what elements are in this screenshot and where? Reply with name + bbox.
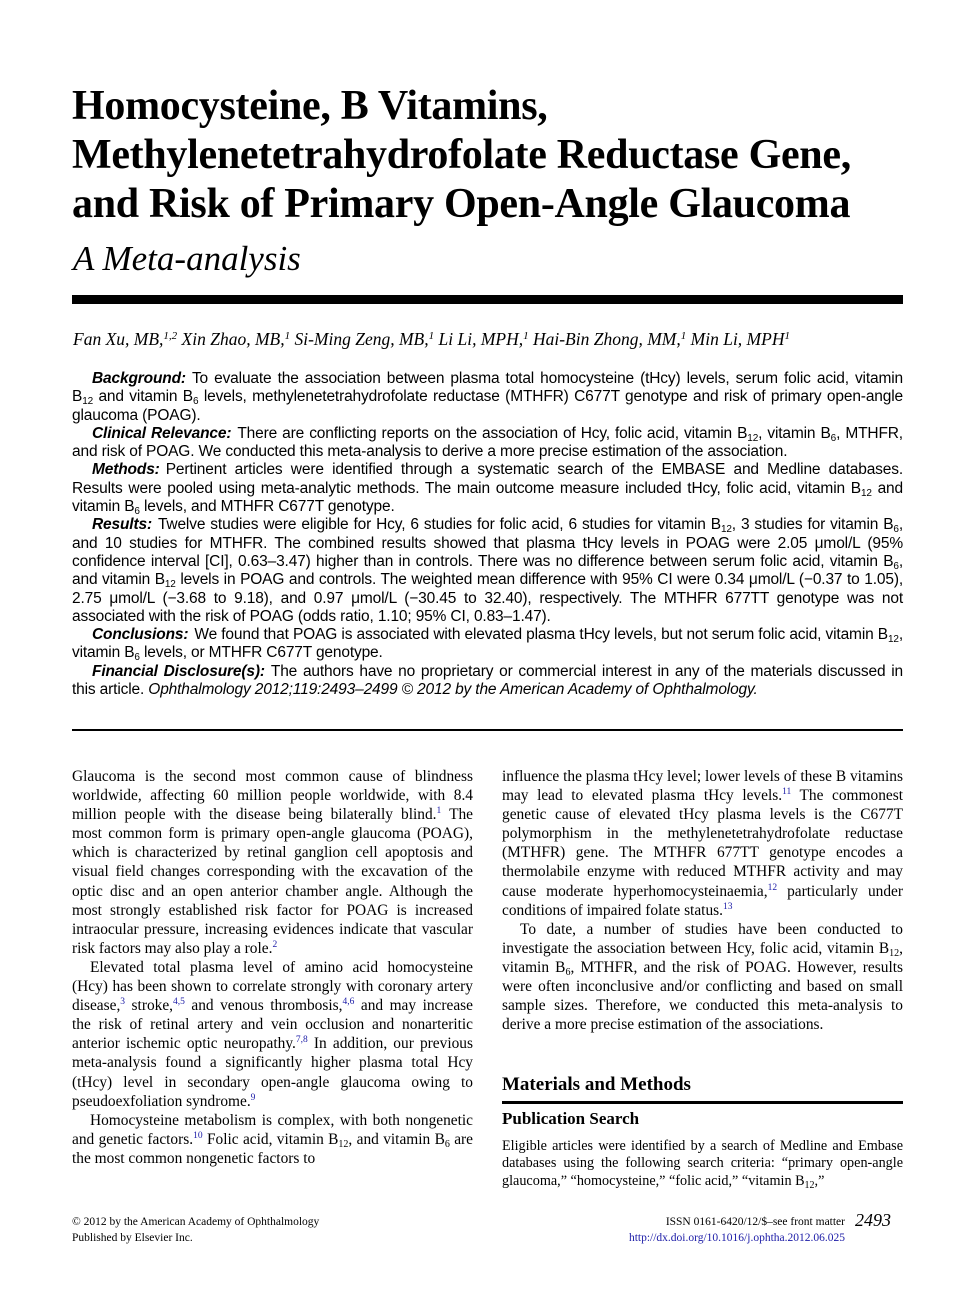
subscript: 6: [893, 560, 899, 572]
body-text: stroke,: [125, 997, 174, 1015]
abstract-text: There are conflicting reports on the association of Hcy, folic acid, vitamin B: [237, 424, 748, 442]
subscript: 12: [889, 947, 900, 959]
abstract-results: [72, 516, 903, 626]
body-column-left: [72, 767, 473, 1168]
author-name: Xin Zhao, MB,: [181, 329, 285, 349]
abstract-label: Conclusions:: [92, 626, 189, 644]
subscript: 6: [134, 506, 140, 518]
body-text: , MTHFR, and the risk of POAG. However, results were often inconclusive and/or conflicting and based on small sample sizes. Therefore, we conducted this meta-analysis to derive a more precise estimation of the associations.: [502, 958, 903, 1034]
subscript: 6: [192, 396, 199, 408]
footer-copyright: © 2012 by the American Academy of Ophthalmology: [72, 1216, 320, 1228]
body-paragraph: [72, 1111, 473, 1168]
page-number: 2493: [855, 1210, 891, 1230]
subscript: 12: [164, 579, 176, 591]
subscript: 12: [888, 634, 899, 646]
author-affiliation: 1,2: [163, 330, 178, 342]
reference-link[interactable]: 1: [436, 806, 442, 817]
body-text: and may increase the risk of retinal artery and vein occlusion and nonarteritic anterior ischemic optic neuropathy.: [72, 997, 473, 1053]
abstract-text: , MTHFR, and risk of POAG. We conducted this meta-analysis to derive a more precise estimation of the association.: [72, 424, 903, 461]
abstract-text: and vitamin B: [93, 388, 193, 406]
author-name: Si-Ming Zeng, MB,: [294, 329, 429, 349]
author-name: Hai-Bin Zhong, MM,: [532, 329, 681, 349]
author-affiliation: 1: [428, 330, 435, 342]
abstract-text: , and vitamin B: [72, 552, 903, 589]
subscript: 6: [444, 1138, 450, 1150]
author-affiliation: 1: [284, 330, 291, 342]
reference-link[interactable]: 12: [767, 882, 778, 893]
abstract-text: levels, methylenetetrahydrofolate reductase (MTHFR) C677T genotype and risk of primary open-angle glaucoma (POAG).: [72, 388, 903, 424]
body-text: Homocysteine metabolism is complex, with both nongenetic and genetic factors.: [72, 1111, 473, 1148]
author-name: Li Li, MPH,: [438, 329, 524, 349]
abstract-clinical-relevance: [72, 425, 903, 462]
body-text: Eligible articles were identified by a search of Medline and Embase databases using the following search criteria: “primary open-angle glaucoma,” “homocysteine,” “folic acid,” “vitamin B: [502, 1138, 903, 1189]
reference-link[interactable]: 13: [722, 901, 733, 912]
abstract-conclusions: [72, 626, 903, 663]
reference-link[interactable]: 7,8: [295, 1035, 308, 1046]
body-paragraph: [502, 767, 903, 920]
body-text: , and vitamin B: [348, 1130, 445, 1148]
author-affiliation: 1: [680, 330, 687, 342]
reference-link[interactable]: 4,6: [342, 997, 355, 1008]
abstract-text: and vitamin B: [72, 479, 903, 516]
footer-publisher: Published by Elsevier Inc.: [72, 1231, 193, 1244]
subsection-heading: Publication Search: [502, 1109, 640, 1128]
abstract-text: To evaluate the association between plasma total homocysteine (tHcy) levels, serum folic acid, vitamin B: [72, 370, 903, 406]
body-text: and venous thrombosis,: [184, 997, 343, 1015]
reference-link[interactable]: 3: [120, 997, 126, 1008]
body-text: Elevated total plasma level of amino acid homocysteine (Hcy) has been shown to correlate strongly with coronary artery disease,: [72, 958, 473, 1015]
abstract-text: levels in POAG and controls. The weighted mean difference with 95% CI were 0.34 μmol/L (−0.37 to 1.05), 2.75 μmol/L (−3.68 to 9.18), and 0.97 μmol/L (−30.45 to 32.40), respectively. The MTHFR 677TT genotype was not associated with the risk of POAG (odds ratio, 1.10; 95% CI, 0.83–1.47).: [72, 571, 903, 625]
abstract-text: levels, or MTHFR C677T genotype.: [139, 644, 383, 662]
subscript: 12: [747, 432, 759, 444]
abstract-rule: [72, 729, 903, 731]
body-text: In addition, our previous meta-analysis found a significantly higher plasma total Hcy (tHcy) level in secondary open-angle glaucoma owing to pseudoexfoliation syndrome.: [72, 1035, 473, 1110]
section-rule: [502, 1101, 903, 1104]
body-text: ,”: [814, 1172, 825, 1189]
abstract-methods: [72, 461, 903, 516]
subscript: 12: [82, 396, 94, 408]
abstract-text: , and 10 studies for MTHFR. The combined results showed that plasma tHcy levels in POAG were 2.05 μmol/L (95% confidence interval [CI], 0.63–3.47) higher than in controls. There was no difference between serum folic acid, vitamin B: [72, 516, 904, 570]
footer-left: [72, 1215, 319, 1246]
author-name: Min Li, MPH: [690, 329, 785, 349]
abstract-text: We found that POAG is associated with elevated plasma tHcy levels, but not serum folic acid, vitamin B: [194, 626, 888, 644]
subscript: 6: [565, 966, 571, 978]
reference-link[interactable]: 2: [272, 939, 278, 950]
journal-citation: Ophthalmology 2012;119:2493–2499 © 2012 by the American Academy of Ophthalmology.: [148, 681, 758, 699]
reference-link[interactable]: 4,5: [173, 997, 185, 1008]
body-text: To date, a number of studies have been conducted to investigate the association between Hcy, folic acid, vitamin B: [502, 920, 903, 957]
abstract-text: Pertinent articles were identified through a systematic search of the EMBASE and Medline databases. Results were pooled using meta-analytic methods. The main outcome measure included tHcy, folic acid, vitamin B: [72, 461, 903, 497]
section-heading: Materials and Methods: [502, 1074, 691, 1095]
body-text: Folic acid, vitamin B: [202, 1130, 339, 1148]
abstract-label: Methods:: [92, 461, 160, 479]
author-affiliation: 1: [523, 330, 529, 342]
body-paragraph: [72, 958, 473, 1111]
abstract-text: The authors have no proprietary or commercial interest in any of the materials discussed in this article.: [72, 662, 903, 699]
abstract-text: , vitamin B: [758, 424, 831, 442]
body-paragraph: [502, 920, 903, 1035]
abstract-text: , vitamin B: [72, 626, 903, 662]
abstract-label: Background:: [92, 370, 186, 387]
body-text: The most common form is primary open-angle glaucoma (POAG), which is characterized by retinal ganglion cell apoptosis and visual field changes corresponding with the excavation of the optic disc and an open anterior chamber angle. Although the most strongly established risk factor for POAG is increased intraocular pressure, increasing evidences indicate that vascular risk factors may also play a role.: [72, 806, 473, 957]
abstract-financial-disclosure: [72, 663, 903, 700]
subscript: 12: [804, 1179, 815, 1191]
reference-link[interactable]: 11: [782, 787, 792, 798]
abstract-text: Twelve studies were eligible for Hcy, 6 studies for folic acid, 6 studies for vitamin B: [157, 516, 721, 534]
body-column-right: [502, 767, 903, 1034]
body-text: The commonest genetic cause of elevated tHcy plasma levels is the C677T polymorphism in the methylenetetrahydrofolate reductase (MTHFR) gene. The MTHFR 677TT genotype encodes a thermolabile enzyme with reduced MTHFR activity and may cause moderate hyperhomocysteinaemia,: [502, 787, 903, 900]
body-paragraph: [72, 767, 473, 958]
subscript: 12: [338, 1138, 349, 1150]
body-column-right-methods: [502, 1138, 903, 1190]
subscript: 6: [134, 652, 140, 664]
reference-link[interactable]: 10: [193, 1130, 203, 1141]
body-text: are the most common nongenetic factors to: [72, 1130, 474, 1167]
abstract-text: , 3 studies for vitamin B: [731, 516, 894, 534]
article-subtitle: A Meta-analysis: [73, 239, 301, 278]
body-text: particularly under conditions of impaired folate status.: [502, 882, 903, 919]
abstract-label: Clinical Relevance:: [92, 424, 232, 442]
subscript: 12: [860, 487, 872, 499]
author-affiliation: 1: [784, 330, 790, 342]
abstract-background: [72, 370, 903, 425]
subscript: 6: [830, 432, 837, 444]
reference-link[interactable]: 9: [250, 1092, 256, 1103]
footer-right: [560, 1215, 845, 1246]
body-paragraph: [502, 1138, 903, 1190]
author-list: [73, 327, 913, 351]
author-name: Fan Xu, MB,: [73, 329, 164, 349]
body-text: influence the plasma tHcy level; lower levels of these B vitamins may lead to elevated plasma tHcy levels.: [502, 768, 903, 805]
title-rule: [72, 295, 903, 304]
abstract-label: Financial Disclosure(s):: [92, 662, 265, 680]
subscript: 12: [720, 524, 732, 536]
article-title: Homocysteine, B Vitamins, Methylenetetrahydrofolate Reductase Gene, and Risk of Primary Open-Angle Glaucoma: [72, 83, 851, 227]
abstract-text: levels, and MTHFR C677T genotype.: [139, 498, 395, 516]
footer-issn: ISSN 0161-6420/12/$–see front matter: [665, 1216, 845, 1228]
subscript: 6: [893, 524, 899, 536]
body-text: Glaucoma is the second most common cause of blindness worldwide, affecting 60 million people worldwide, with 8.4 million people with the disease being bilaterally blind.: [72, 768, 473, 824]
body-text: , vitamin B: [502, 939, 903, 976]
doi-link[interactable]: http://dx.doi.org/10.1016/j.ophtha.2012.06.025: [628, 1231, 845, 1244]
abstract: [72, 370, 903, 699]
abstract-label: Results:: [92, 516, 152, 534]
